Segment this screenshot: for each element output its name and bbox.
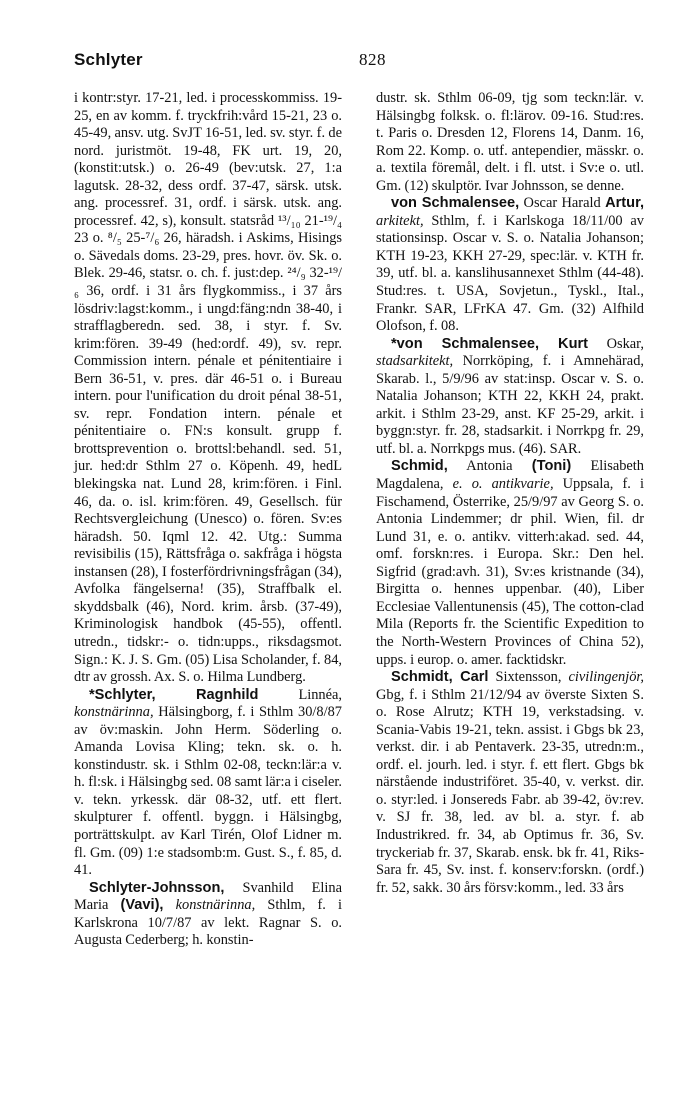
entry-text: Uppsala, f. i Fischamend, Österrike, 25/9/97 av Georg S. o. Antonia Lindemmer; dr phil. Wien, fil. dr Lund 31, e. o. antikv. vitterh:akad. sed. 44, omf. forskn:res. i Europa. Skr.: Den hel. Sigfrid (grad:avh. 31), Sv:es kristnande (34), Birgitta o. hennes uppenbar. (40), Liber Ecclesiae Vallentunensis (45), The cotton-clad Mila (Reports fr. the Scientific Expedition to the North-Western Provinces of China 52), upps. i europ. o. amer. facktidskr.: [376, 476, 644, 668]
running-head-word: Schlyter: [74, 50, 143, 69]
entry-headword: *Schlyter, Ragnhild: [89, 686, 259, 703]
entry-schmalensee-artur: [376, 195, 644, 335]
left-column: [74, 90, 342, 950]
entry-schmalensee-kurt: [376, 336, 644, 459]
entry-text: Elisabeth Magdalena,: [376, 458, 644, 493]
entry-schlyter-cont: [74, 90, 342, 687]
entry-text: Gbg, f. i Sthlm 21/12/94 av överste Sixten S. o. Rose Alrutz; KTH 19, verkstadsing. v. Scania-Vabis 19-21, tekn. assist. i Gbgs bk 23, verkst. dir. i ab Pentaverk. 23-35, utredn:m., ordf. el. jourh. led. i styr. f. ett flert. Gbgs bk närstående industriföret. 35-40, v. verkst. dir. o. styr:led. i Jonsereds Fabr. ab 39-42, öv:rev. v. SJ fr. 38, led. av bl. a. styr. f. ab Industrikred. fr. 34, ab Optimus fr. 36, Sv. tryckeriab fr. 37, Skarab. ensk. bk fr. 41, Riks-Sara fr. 45, Sv. inst. f. konserv:forskn. (ordf.) fr. 52, sakk. 30 års försv:komm., led. 33 års: [376, 686, 644, 896]
entry-occupation: stadsarkitekt,: [376, 353, 454, 370]
entry-occupation: civilingenjör,: [568, 669, 644, 686]
entry-text: Oskar,: [588, 335, 644, 352]
entry-headword: Schmid,: [391, 458, 448, 475]
right-column: [376, 90, 644, 897]
entry-headword: (Vavi),: [120, 897, 164, 914]
entry-schmid-toni: [376, 458, 644, 669]
entry-occupation: e. o. antikvarie,: [452, 476, 554, 493]
entry-text: Svanhild Elina Maria: [74, 879, 342, 914]
entry-headword: Schlyter-Johnsson,: [89, 879, 225, 896]
entry-headword: (Toni): [531, 458, 572, 475]
entry-occupation: konstnärinna,: [175, 897, 256, 914]
entry-text: Oscar Harald: [519, 195, 606, 212]
entry-text: Norrköping, f. i Amnehärad, Skarab. l., 5/9/96 av stat:insp. Oscar v. S. o. Natalia Johanson; KTH 22, KKH 24, prakt. arkit. i Sthlm 23-29, anst. KF 25-29, arkit. i byggn:styr. fr. 28, stadsarkit. i Norrkpg fr. 29, utf. bl. a. Norrkpgs mus. (46). SAR.: [376, 353, 644, 457]
entry-text: dustr. sk. Sthlm 06-09, tjg som teckn:lär. v. Hälsingbg folksk. o. fl:lärov. 09-16. Stud:res. t. Paris o. Dresden 12, Florens 14, Danm. 16, Rom 22. Komp. o. utf. antependier, mässkr. o. a. textila föremål, delt. i fl. utst. i Sv:e o. utl. Gm. (12) skulptör. Ivar Johnsson, se denne.: [376, 90, 644, 194]
entry-occupation: konstnärinna,: [74, 704, 154, 721]
entry-schlyter-johnsson: [74, 880, 342, 950]
entry-text: Linnéa,: [258, 686, 342, 703]
entry-schlyter-johnsson-cont: [376, 90, 644, 195]
entry-headword: Artur,: [605, 195, 644, 212]
entry-headword: *von Schmalensee, Kurt: [391, 335, 589, 352]
entry-text: Sixtensson,: [488, 669, 569, 686]
entry-text: Hälsingborg, f. i Sthlm 30/8/87 av öv:maskin. John Herm. Söderling o. Amanda Lovisa Kling; tekn. sk. o. h. konstindustr. sk. i Sthlm 02-08, teckn:lär:a v. h. fl:sk. i Hälsingbg sed. 08 samt lär:a i ciseler. v. tekn. yrkessk. där 08-32, utf. ett flert. skulpturer f. offentl. byggn. i Hälsingbg, porträttskulpt. av Karl Tirén, Olof Lidner m. fl. Gm. (09) 1:e stadsomb:m. Gust. S., f. 85, d. 41.: [74, 704, 342, 879]
entry-schlyter-ragnhild: [74, 687, 342, 880]
entry-occupation: arkitekt,: [376, 212, 424, 229]
entry-text: [164, 897, 176, 913]
entry-text: Antonia: [447, 458, 532, 475]
page-header: [74, 50, 620, 74]
entry-headword: Schmidt, Carl: [391, 669, 489, 686]
entry-text: Sthlm, f. i Karlskoga 18/11/00 av stationsinsp. Oscar v. S. o. Natalia Johanson; KTH 19-23, KKH 27-29, spec:lär. v. KTH fr. 39, utf. bl. a. kanslihusannexet Sthlm (44-48). Stud:res. t. USA, Sovjetun., Tyskl., Ital., Frankr. SAR, LFrKA 47. Gm. (32) Alfhild Olofson, f. 08.: [376, 212, 644, 335]
entry-headword: von Schmalensee,: [391, 195, 520, 212]
entry-schmidt-carl: [376, 669, 644, 897]
page-number: 828: [359, 50, 386, 69]
entry-text: i kontr:styr. 17-21, led. i processkommiss. 19-25, en av komm. f. tryckfrih:vård 15-21, 23 o. 45-49, ansv. utg. SvJT 16-51, led. sv. styr. f. de nord. juristmöt. 19-48, FK urt. 19, 20, (konstit:utsk.) o. 26-49 (bev:utsk. 27, 1:a lagutsk. 28-32, dess ordf. 37-47, särsk. utsk. ang. processref. 31, ordf. i särsk. utsk. ang. processref. 42, s), konsult. statsråd ¹³/₁₀ 21-¹⁹/₄ 23 o. ⁸/₅ 25-⁷/₆ 26, häradsh. i Askims, Hisings o. Sävedals doms. 23-29, pres. hovr. öv. Sk. o. Blek. 29-46, statsr. o. ch. f. just:dep. ²⁴/₉ 32-¹⁹/₆ 36, ordf. i 31 års flygkommiss., i 37 års lösdriv:lagst:komm., i ungd:fäng:ndn 38-40, i strafflagberedn. sed. 38, i styr. f. Sv. krim:fören. 39-49 (hed:ordf. 49), sv. repr. Commission intern. pénale et pénitentiaire i Bern 36-51, v. pres. där 46-51 o. i Bureau intern. pour l'unification du droit pénal 38-51, sv. repr. Fondation intern. pénale et pénitentiaire o. FN:s konsult. grupp f. brottsprevention o. brottsl:behandl. sed. 51, jur. hed:dr Sthlm 27 o. Köpenh. 49, hedL blekingska nat. Lund 28, krim:fören. i Finl. 46, da. o. isl. krim:fören. 49, Gesellsch. für Rechtsvergleichung (Unesco) o. fören. Sv:es häradsh. 50. Iqml 12. 42. Utg.: Summa revisibilis (15), Rättsfråga o. sakfråga i högsta instansen (28), I fosterfördrivningsfrågan (34), Avfolka fängelserna! (35), Straffbalk el. skyddsbalk (46), Nord. krim. årsb. (37-49), Kriminologisk handbok (45-55), offentl. utredn., tidskr:- o. tidn:upps., riksdagsmot. Sign.: K. J. S. Gm. (05) Lisa Scholander, f. 84, dtr av grossh. Ax. S. o. Hilma Lundberg.: [74, 90, 342, 686]
entry-text: Sthlm, f. i Karlskrona 10/7/87 av lekt. Ragnar S. o. Augusta Cederberg; h. konstin-: [74, 897, 342, 949]
